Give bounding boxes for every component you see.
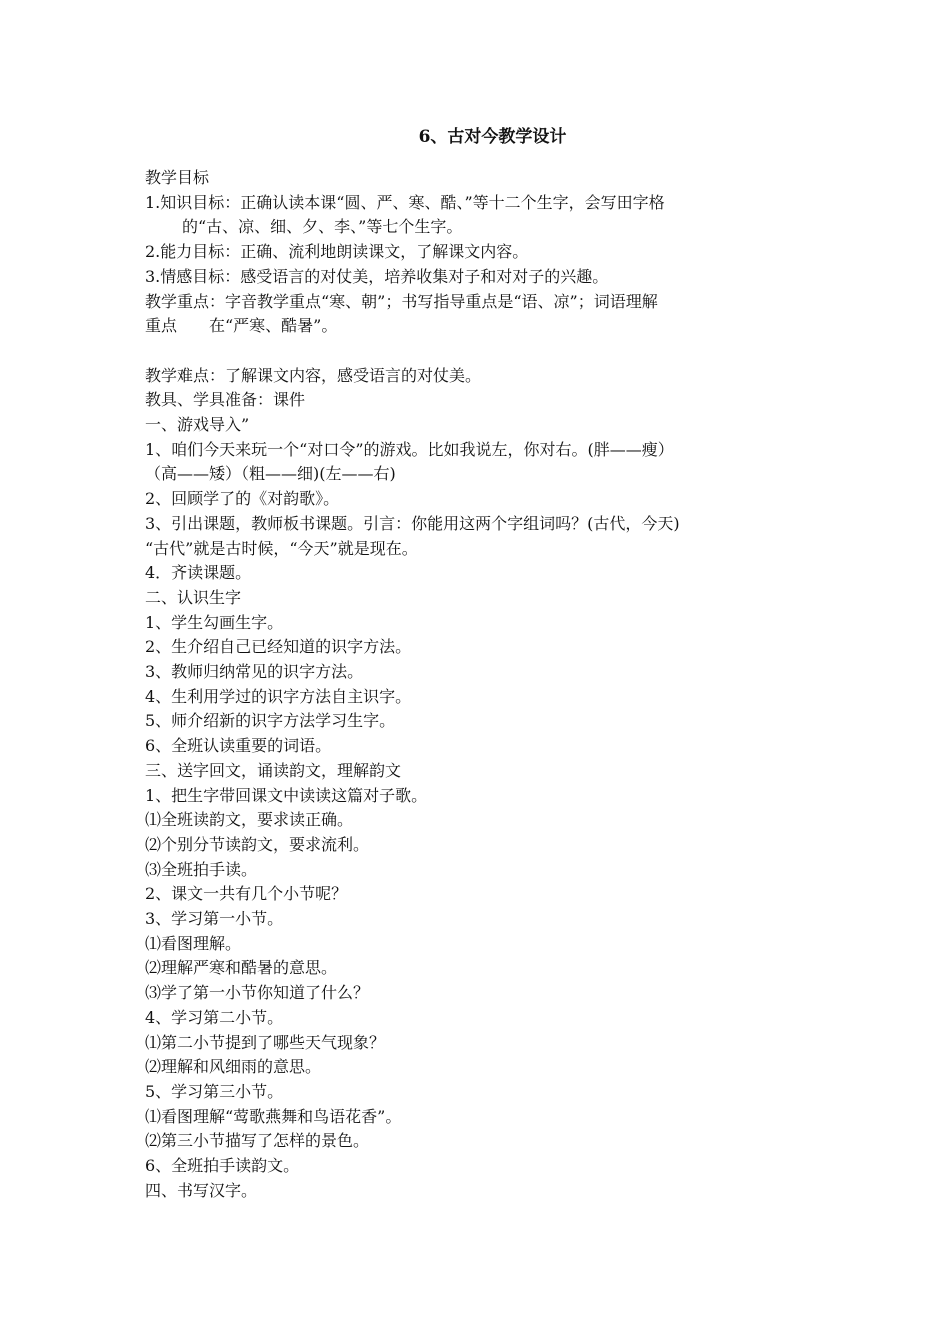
list-item: （高——矮）（粗——细)(左——右) (145, 464, 396, 484)
list-item: 3、学习第一小节。 (145, 909, 284, 929)
list-item: ⑵理解和风细雨的意思。 (145, 1057, 322, 1077)
list-item: ⑴看图理解。 (145, 933, 242, 953)
list-item: 6、全班认读重要的词语。 (145, 736, 332, 756)
objective-knowledge: 1.知识目标：正确认读本课“圆、严、寒、酷、”等十二个生字，会写田字格 (145, 192, 665, 212)
teaching-materials: 教具、学具准备：课件 (145, 390, 306, 410)
list-item: ⑴看图理解“莺歌燕舞和鸟语花香”。 (145, 1106, 402, 1126)
list-item: 4、学习第二小节。 (145, 1007, 284, 1027)
list-item: ⑵第三小节描写了怎样的景色。 (145, 1131, 370, 1151)
document-title: 6、古对今教学设计 (418, 127, 567, 147)
teaching-key-points: 教学重点：字音教学重点“寒、朝”；书写指导重点是“语、凉”；词语理解 (145, 291, 658, 311)
document-page (145, 120, 810, 1204)
list-item: 5、师介绍新的识字方法学习生字。 (145, 711, 396, 731)
list-item: ⑶学了第一小节你知道了什么？ (145, 983, 370, 1003)
list-item: “古代”就是古时候，“今天”就是现在。 (145, 538, 418, 558)
list-item: 4、生利用学过的识字方法自主识字。 (145, 686, 412, 706)
list-item: ⑴第二小节提到了哪些天气现象？ (145, 1032, 386, 1052)
list-item: 3、教师归纳常见的识字方法。 (145, 662, 364, 682)
section-recognize-characters: 二、认识生字 (145, 587, 242, 607)
objective-ability: 2.能力目标：正确、流利地朗读课文，了解课文内容。 (145, 242, 529, 262)
list-item: 5、学习第三小节。 (145, 1082, 284, 1101)
objective-knowledge-cont: 的“古、凉、细、夕、李、”等七个生字。 (182, 217, 463, 237)
section-read-text: 三、送字回文，诵读韵文，理解韵文 (145, 760, 402, 780)
list-item: 3、引出课题，教师板书课题。引言：你能用这两个字组词吗？(古代，今天) (145, 513, 680, 533)
teaching-difficulty: 教学难点：了解课文内容，感受语言的对仗美。 (145, 365, 482, 385)
list-item: 6、全班拍手读韵文。 (145, 1156, 300, 1176)
list-item: 2、生介绍自己已经知道的识字方法。 (145, 637, 412, 657)
list-item: ⑵理解严寒和酷暑的意思。 (145, 958, 338, 978)
section-heading-objectives: 教学目标 (145, 168, 210, 187)
list-item: 1、把生字带回课文中读读这篇对子歌。 (145, 785, 428, 805)
list-item: ⑶全班拍手读。 (145, 859, 258, 879)
blank-line (145, 339, 810, 364)
list-item: ⑵个别分节读韵文，要求流利。 (145, 834, 370, 854)
list-item: 1、学生勾画生字。 (145, 612, 284, 632)
list-item: 4．齐读课题。 (145, 563, 252, 583)
list-item: 2、课文一共有几个小节呢？ (145, 884, 348, 904)
section-write-characters: 四、书写汉字。 (145, 1180, 258, 1200)
list-item: 2、回顾学了的《对韵歌》。 (145, 489, 340, 509)
objective-emotion: 3.情感目标：感受语言的对仗美，培养收集对子和对对子的兴趣。 (145, 266, 609, 286)
teaching-key-points-cont: 重点 在“严寒、酷暑”。 (145, 316, 338, 336)
section-game-intro: 一、游戏导入” (145, 415, 250, 435)
list-item: 1、咱们今天来玩一个“对口令”的游戏。比如我说左，你对右。(胖——瘦） (145, 439, 674, 459)
list-item: ⑴全班读韵文，要求读正确。 (145, 810, 354, 830)
